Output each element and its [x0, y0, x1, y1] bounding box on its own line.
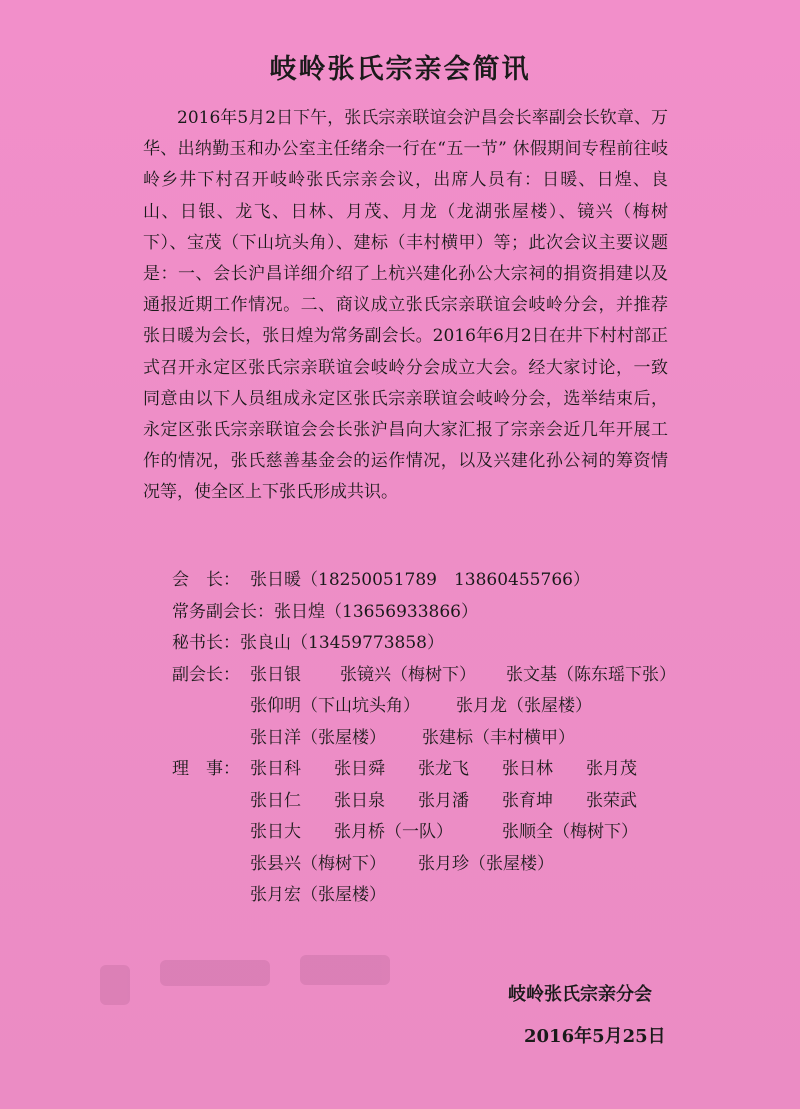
executive-vp-label: 常务副会长：: [172, 601, 274, 622]
directors-line: [250, 754, 637, 786]
member-name: 张日洋（张屋楼）: [250, 727, 386, 748]
member-name: 张建标（丰村横甲）: [422, 727, 575, 748]
member-name: 张月茂: [586, 759, 637, 779]
president-label: 会 长：: [172, 570, 240, 590]
signature-org: 岐岭张氏宗亲分会: [508, 984, 652, 1005]
member-name: 张月宏（张屋楼）: [250, 885, 386, 905]
directors-row: [172, 754, 692, 786]
member-name: 张日科: [250, 759, 301, 779]
secretary-label: 秘书长：: [172, 633, 240, 653]
member-name: 张月潘: [418, 790, 469, 811]
vice-presidents-line: [172, 723, 692, 755]
member-name: 张顺全（梅树下）: [502, 822, 638, 842]
member-name: 张日舜: [334, 759, 385, 779]
directors-line: [172, 817, 692, 849]
member-name: 张文基（陈东瑶下张）: [506, 664, 676, 685]
executive-vp-row: [172, 597, 692, 629]
news-paragraph: 2016年5月2日下午，张氏宗亲联谊会沪昌会长率副会长钦章、万华、出纳勤玉和办公室主任绪余一行在“五一节” 休假期间专程前往岐岭乡井下村召开岐岭张氏宗亲会议，出席人员有：日暖、日煌、良山、日银、龙飞、日林、月茂、月龙（龙湖张屋楼）、镜兴（梅树下）、宝茂（下山坑头角）、建标（丰村横甲）等；此次会议主要议题是：一、会长沪昌详细介绍了上杭兴建化孙公大宗祠的捐资捐建以及通报近期工作情况。二、商议成立张氏宗亲联谊会岐岭分会，并推荐张日暖为会长，张日煌为常务副会长。2016年6月2日在井下村村部正式召开永定区张氏宗亲联谊会岐岭分会成立大会。经大家讨论，一致同意由以下人员组成永定区张氏宗亲联谊会岐岭分会，选举结束后，永定区张氏宗亲联谊会会长张沪昌向大家汇报了宗亲会近几年开展工作的情况，张氏慈善基金会的运作情况，以及兴建化孙公祠的筹资情况等，使全区上下张氏形成共识。: [143, 108, 668, 503]
directors-label: 理 事：: [172, 759, 240, 779]
directors-line: [172, 849, 692, 881]
show-through-marks: [100, 955, 400, 1025]
member-name: 张月龙（张屋楼）: [456, 696, 592, 716]
vice-presidents-line: [250, 660, 676, 692]
executive-vp-value: 张日煌（13656933866）: [274, 601, 478, 622]
member-name: 张月桥（一队）: [334, 822, 453, 842]
president-value: 张日暖（18250051789 13860455766）: [250, 570, 590, 590]
directors-line: [172, 786, 692, 818]
member-name: 张日大: [250, 822, 301, 842]
member-name: 张龙飞: [418, 759, 469, 779]
member-name: 张育坤: [502, 790, 553, 811]
member-name: 张镜兴（梅树下）: [340, 664, 476, 685]
member-name: 张荣武: [586, 790, 637, 811]
member-roster: [172, 565, 692, 912]
member-name: 张日林: [502, 759, 553, 779]
secretary-value: 张良山（13459773858）: [240, 633, 444, 653]
member-name: 张日泉: [334, 790, 385, 811]
vice-presidents-line: [172, 691, 692, 723]
directors-line: [172, 880, 692, 912]
member-name: 张月珍（张屋楼）: [418, 853, 554, 874]
vice-presidents-label: 副会长：: [172, 664, 240, 685]
signature-date: 2016年5月25日: [524, 1026, 666, 1047]
member-name: 张县兴（梅树下）: [250, 853, 386, 874]
member-name: 张日仁: [250, 790, 301, 811]
secretary-row: [172, 628, 692, 660]
vice-presidents-row: [172, 660, 692, 692]
member-name: 张日银: [250, 664, 301, 685]
document-title: 岐岭张氏宗亲会简讯: [269, 54, 531, 85]
member-name: 张仰明（下山坑头角）: [250, 696, 420, 716]
president-row: [172, 565, 692, 597]
